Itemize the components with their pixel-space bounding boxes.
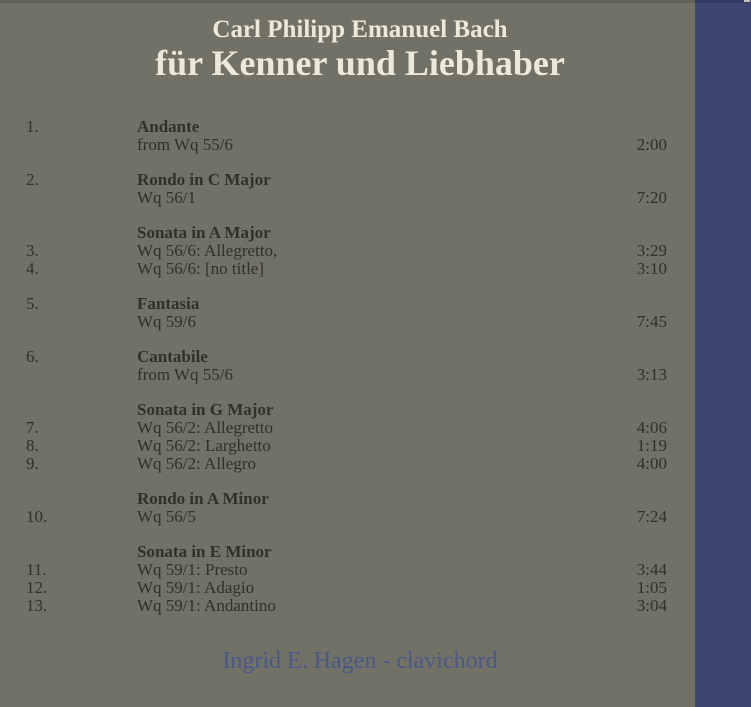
track-group [26, 118, 694, 154]
artist-name: Carl Philipp Emanuel Bach [212, 16, 508, 43]
track-number: 4. [26, 259, 39, 278]
track-row [26, 224, 694, 242]
track-row [26, 597, 694, 615]
right-border-strip [695, 0, 751, 707]
track-duration: 1:19 [636, 436, 667, 455]
track-text: Cantabile [137, 347, 208, 366]
track-number: 5. [26, 294, 39, 313]
track-list [26, 118, 694, 615]
track-group [26, 171, 694, 207]
track-duration: 7:45 [636, 312, 667, 331]
track-text: from Wq 55/6 [137, 135, 234, 154]
track-number: 1. [26, 117, 39, 136]
track-text: Wq 56/2: Larghetto [137, 436, 271, 455]
track-group [26, 295, 694, 331]
track-row [26, 490, 694, 508]
track-number: 7. [26, 418, 39, 437]
track-row [26, 242, 694, 260]
track-duration: 3:29 [636, 241, 667, 260]
track-row [26, 419, 694, 437]
track-row [26, 295, 694, 313]
track-number: 13. [26, 596, 48, 615]
track-duration: 7:20 [636, 188, 667, 207]
track-group [26, 224, 694, 278]
track-group [26, 348, 694, 384]
track-row [26, 401, 694, 419]
track-group [26, 401, 694, 473]
track-text: Sonata in A Major [137, 223, 271, 242]
track-group [26, 543, 694, 615]
track-duration: 4:00 [636, 454, 667, 473]
track-row [26, 189, 694, 207]
track-text: Wq 59/1: Andantino [137, 596, 276, 615]
track-duration: 3:44 [636, 560, 667, 579]
track-number: 8. [26, 436, 39, 455]
track-row [26, 313, 694, 331]
track-text: from Wq 55/6 [137, 365, 234, 384]
track-number: 3. [26, 241, 39, 260]
track-duration: 2:00 [636, 135, 667, 154]
track-row [26, 437, 694, 455]
track-row [26, 366, 694, 384]
track-text: Sonata in G Major [137, 400, 274, 419]
track-text: Wq 56/5 [137, 507, 197, 526]
album-title: für Kenner und Liebhaber [155, 43, 565, 83]
track-duration: 7:24 [636, 507, 667, 526]
track-text: Wq 56/1 [137, 188, 197, 207]
track-group [26, 490, 694, 526]
cover-content [26, 0, 694, 675]
track-row [26, 508, 694, 526]
track-text: Wq 56/2: Allegro [137, 454, 256, 473]
track-row [26, 118, 694, 136]
track-row [26, 260, 694, 278]
track-row [26, 543, 694, 561]
track-row [26, 136, 694, 154]
track-duration: 3:10 [636, 259, 667, 278]
track-number: 9. [26, 454, 39, 473]
track-text: Fantasia [137, 294, 200, 313]
album-header [26, 0, 694, 82]
track-row [26, 579, 694, 597]
track-row [26, 455, 694, 473]
track-duration: 4:06 [636, 418, 667, 437]
track-text: Wq 59/6 [137, 312, 197, 331]
track-text: Wq 56/6: [no title] [137, 259, 265, 278]
track-row [26, 561, 694, 579]
track-text: Rondo in C Major [137, 170, 271, 189]
track-duration: 3:04 [636, 596, 667, 615]
track-text: Wq 59/1: Presto [137, 560, 248, 579]
track-number: 12. [26, 578, 48, 597]
track-duration: 1:05 [636, 578, 667, 597]
track-number: 10. [26, 507, 48, 526]
track-text: Wq 59/1: Adagio [137, 578, 255, 597]
track-row [26, 171, 694, 189]
track-number: 11. [26, 560, 47, 579]
track-number: 2. [26, 170, 39, 189]
track-text: Wq 56/6: Allegretto, [137, 241, 278, 260]
track-number: 6. [26, 347, 39, 366]
performer-credit: Ingrid E. Hagen - clavichord [222, 648, 498, 674]
track-row [26, 348, 694, 366]
track-text: Rondo in A Minor [137, 489, 269, 508]
scan-artifact-speck [744, 0, 750, 2]
track-text: Wq 56/2: Allegretto [137, 418, 273, 437]
track-text: Andante [137, 117, 200, 136]
track-text: Sonata in E Minor [137, 542, 272, 561]
track-duration: 3:13 [636, 365, 667, 384]
